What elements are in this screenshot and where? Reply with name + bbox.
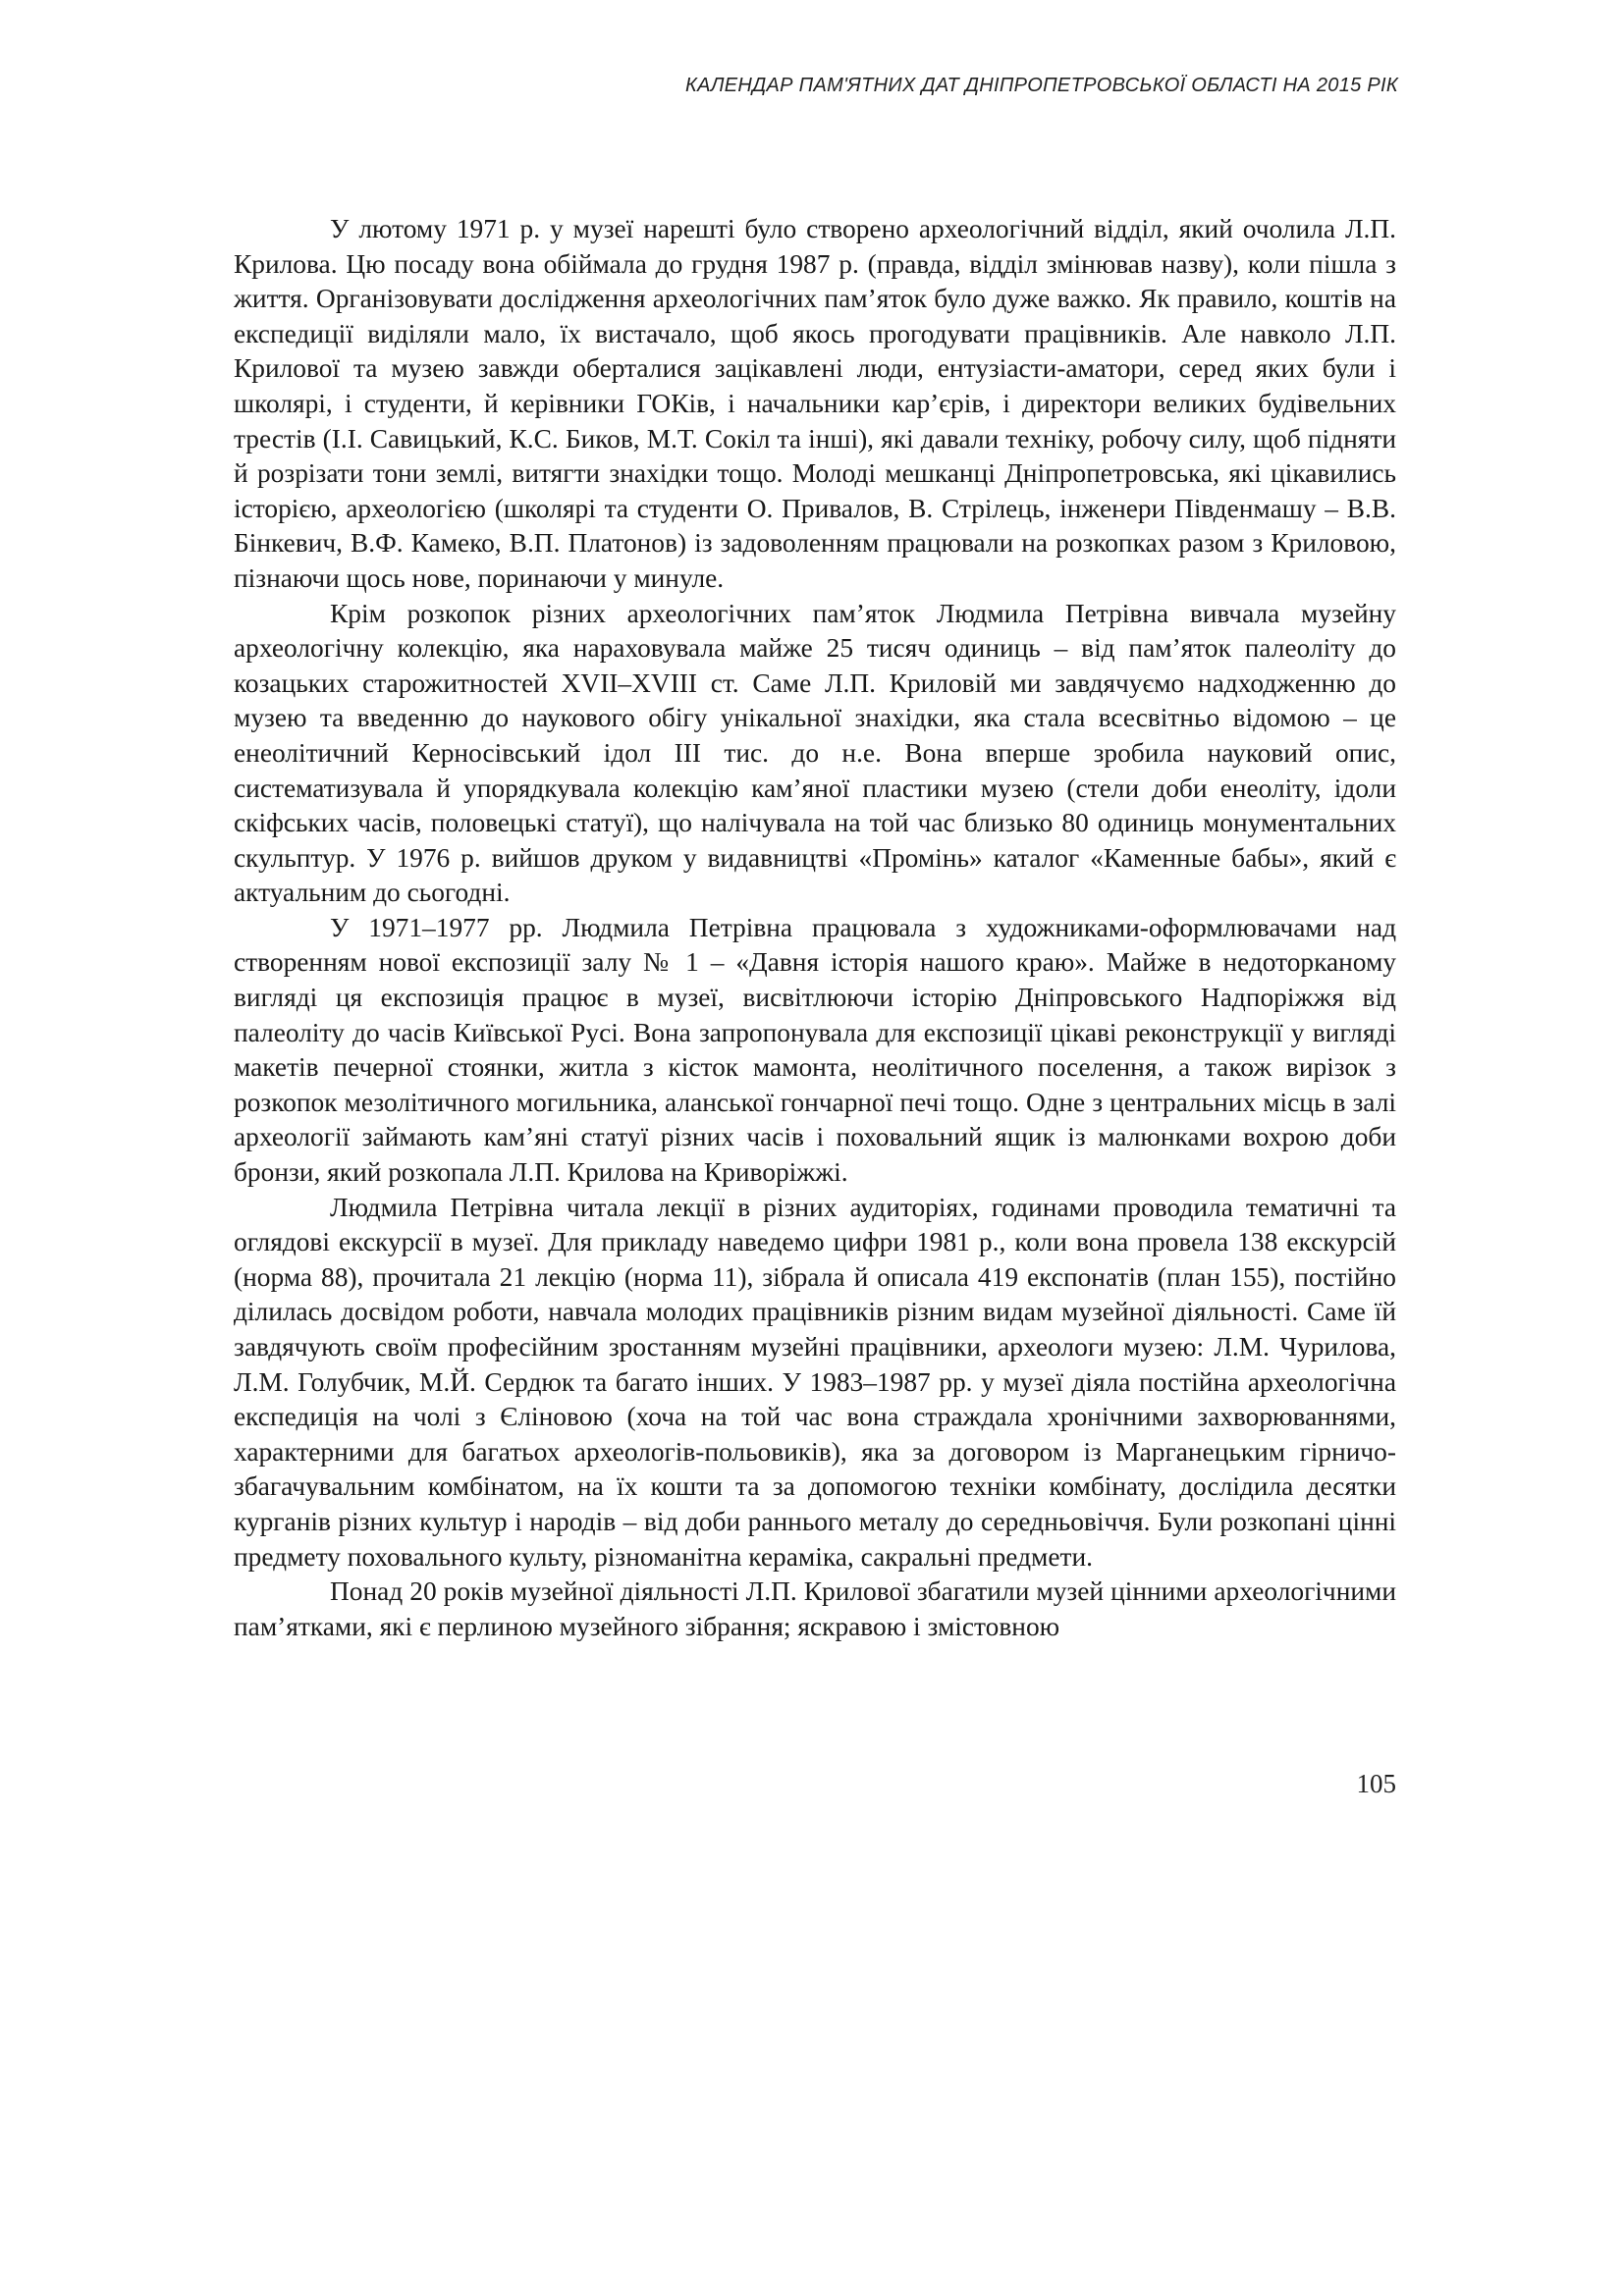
running-header: КАЛЕНДАР ПАМ'ЯТНИХ ДАТ ДНІПРОПЕТРОВСЬКОЇ ОБЛАСТІ НА 2015 РІК [685, 75, 1398, 96]
paragraph: У 1971–1977 рр. Людмила Петрівна працювала з художниками-оформлювачами над створенням нової експозиції залу № 1 – «Давня історія нашого краю». Майже в недоторканому вигляді ця експозиція працює в музеї, висвітлюючи історію Дніпровського Надпоріжжя від палеоліту до часів Київської Русі. Вона запропонувала для експозиції цікаві реконструкції у вигляді макетів печерної стоянки, житла з кісток мамонта, неолітичного поселення, а також вирізок з розкопок мезолітичного могильника, аланської гончарної печі тощо. Одне з центральних місць в залі археології займають кам’яні статуї різних часів і поховальний ящик із малюнками вохрою доби бронзи, який розкопала Л.П. Крилова на Криворіжжі. [234, 912, 1396, 1188]
paragraph: Понад 20 років музейної діяльності Л.П. Крилової збагатили музей цінними археологічними пам’ятками, які є перлиною музейного зібрання; яскравою і змістовною [234, 1576, 1396, 1641]
paragraph: У лютому 1971 р. у музеї нарешті було створено археологічний відділ, який очолила Л.П. Крилова. Цю посаду вона обіймала до грудня 1987 р. (правда, відділ змінював назву), коли пішла з життя. Організовувати дослідження археологічних пам’яток було дуже важко. Як правило, коштів на експедиції виділяли мало, їх вистачало, щоб якось прогодувати працівників. Але навколо Л.П. Крилової та музею завжди оберталися зацікавлені люди, ентузіасти-аматори, серед яких були і школярі, і студенти, й керівники ГОКів, і начальники кар’єрів, і директори великих будівельних трестів (І.І. Савицький, К.С. Биков, М.Т. Сокіл та інші), які давали техніку, робочу силу, щоб підняти й розрізати тони землі, витягти знахідки тощо. Молоді мешканці Дніпропетровська, які цікавились історією, археологією (школярі та студенти О. Привалов, В. Стрілець, інженери Південмашу – В.В. Бінкевич, В.Ф. Камеко, В.П. Платонов) із задоволенням працювали на розкопках разом з Криловою, пізнаючи щось нове, поринаючи у минуле. [234, 214, 1396, 593]
paragraph: Людмила Петрівна читала лекції в різних аудиторіях, годинами проводила тематичні та оглядові екскурсії в музеї. Для прикладу наведемо цифри 1981 р., коли вона провела 138 екскурсій (норма 88), прочитала 21 лекцію (норма 11), зібрала й описала 419 експонатів (план 155), постійно ділилась досвідом роботи, навчала молодих працівників різним видам музейної діяльності. Саме їй завдячують своїм професійним зростанням музейні працівники, археологи музею: Л.М. Чурилова, Л.М. Голубчик, М.Й. Сердюк та багато інших. У 1983–1987 рр. у музеї діяла постійна археологічна експедиція на чолі з Єліновою (хоча на той час вона страждала хронічними захворюваннями, характерними для багатьох археологів-польовиків), яка за договором із Марганецьким гірничо-збагачувальним комбінатом, на їх кошти та за допомогою техніки комбінату, дослідила десятки курганів різних культур і народів – від доби раннього металу до середньовіччя. Були розкопані цінні предмету поховального культу, різноманітна кераміка, сакральні предмети. [234, 1192, 1396, 1572]
body-text [234, 212, 1396, 1644]
paragraph: Крім розкопок різних археологічних пам’яток Людмила Петрівна вивчала музейну археологічну колекцію, яка нараховувала майже 25 тисяч одиниць – від пам’яток палеоліту до козацьких старожитностей XVII–XVIII ст. Саме Л.П. Криловій ми завдячуємо надходженню до музею та введенню до наукового обігу унікальної знахідки, яка стала всесвітньо відомою – це енеолітичний Керносівський ідол III тис. до н.е. Вона вперше зробила науковий опис, систематизувала й упорядкувала колекцію кам’яної пластики музею (стели доби енеоліту, ідоли скіфських часів, половецькі статуї), що налічувала на той час близько 80 одиниць монументальних скульптур. У 1976 р. вийшов друком у видавництві «Промінь» каталог «Каменные бабы», який є актуальним до сьогодні. [234, 598, 1396, 908]
page-number: 105 [1356, 1769, 1396, 1798]
